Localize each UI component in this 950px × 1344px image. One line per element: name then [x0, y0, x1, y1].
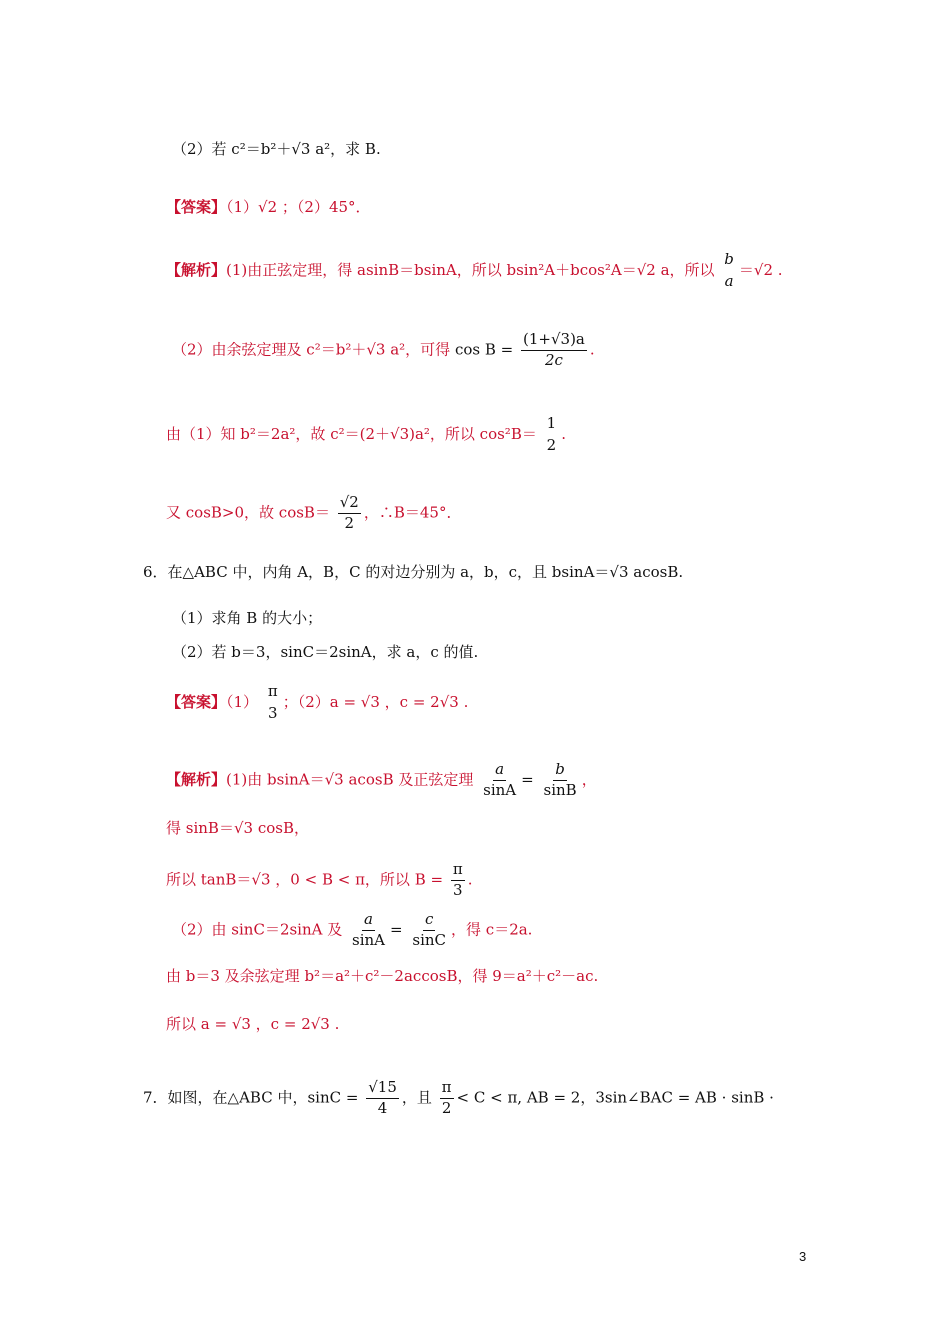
- fraction-numerator: π: [267, 682, 278, 700]
- fraction-one-half: [545, 416, 559, 454]
- fraction-numerator: (1+√3)a: [521, 332, 587, 351]
- fraction-numerator: π: [440, 1080, 454, 1099]
- fraction-a-over-sinA-2: [350, 912, 387, 949]
- answer-5: [166, 200, 371, 215]
- question-7: [143, 1080, 774, 1117]
- fraction-denominator: sinB: [543, 780, 577, 799]
- page-number: 3: [799, 1249, 807, 1264]
- solution-5-1a: (1)由正弦定理，得 asinB＝bsinA，所以 bsin²A＋bcos²A＝√2 a，所以: [226, 260, 715, 279]
- solution-6-4a: （2）由 sinC＝2sinA 及: [172, 920, 343, 939]
- question-7-c: < C < π, AB = 2，3sin∠BAC = AB · sinB ·: [456, 1088, 774, 1107]
- solution-6-3b: .: [467, 870, 473, 889]
- equals-sign: =: [390, 920, 403, 939]
- solution-6-line1: [166, 762, 597, 799]
- fraction-denominator: a: [724, 271, 734, 290]
- solution-6-3a: 所以 tanB＝√3 ，0 < B < π，所以 B =: [166, 870, 444, 889]
- fraction-denominator: 3: [453, 880, 463, 899]
- solution-5-2a: （2）由余弦定理及 c²＝b²＋√3 a²，可得: [172, 340, 451, 359]
- fraction-denominator: sinA: [483, 780, 517, 799]
- solution-5-line4: [166, 495, 461, 532]
- fraction-numerator: 1: [546, 414, 557, 432]
- fraction-root15-over-4: [366, 1080, 399, 1117]
- cos-b-label: cos B =: [454, 340, 514, 359]
- solution-6-line5: 由 b＝3 及余弦定理 b²＝a²＋c²－2accosB，得 9＝a²＋c²－ac.: [166, 967, 599, 985]
- answer-6: [166, 684, 468, 722]
- solution-6-line3: [166, 862, 472, 899]
- fraction-numerator: √2: [338, 495, 361, 514]
- fraction-numerator: c: [423, 912, 435, 931]
- fraction-numerator: b: [724, 250, 734, 268]
- answer-label: 【答案】: [166, 198, 227, 216]
- fraction-pi-over-2: [440, 1080, 454, 1117]
- fraction-a-over-sinA: [481, 762, 518, 799]
- fraction-denominator: 4: [377, 1098, 388, 1117]
- fraction-numerator: a: [493, 762, 506, 781]
- solution-label: 【解析】: [166, 260, 227, 279]
- fraction-numerator: π: [451, 862, 465, 881]
- fraction-denominator: 2: [441, 1098, 452, 1117]
- fraction-c-over-sinC: [410, 912, 448, 949]
- fraction-numerator: b: [553, 762, 567, 781]
- equals-sign: =: [521, 770, 534, 789]
- solution-5-line1: [166, 252, 783, 290]
- question-6-part1: （1）求角 B 的大小；: [172, 609, 323, 627]
- solution-5-4b: ，∴B＝45°．: [363, 503, 462, 522]
- fraction-denominator: 3: [268, 703, 278, 722]
- question-7-a: 7．如图，在△ABC 中，sinC =: [143, 1088, 359, 1107]
- answer-label: 【答案】: [166, 692, 227, 711]
- fraction-root2-over-2: [338, 495, 361, 532]
- solution-5-1b: ＝√2 .: [738, 260, 783, 279]
- fraction-denominator: 2c: [544, 350, 563, 369]
- fraction-cos-b: [521, 332, 587, 369]
- fraction-numerator: a: [362, 912, 375, 931]
- fraction-numerator: √15: [366, 1080, 399, 1099]
- solution-6-1a: (1)由 bsinA＝√3 acosB 及正弦定理: [226, 770, 474, 789]
- fraction-denominator: 2: [344, 513, 355, 532]
- solution-label: 【解析】: [166, 770, 227, 789]
- solution-6-4b: ，得 c＝2a.: [451, 920, 533, 939]
- solution-6-line4: [172, 912, 532, 949]
- fraction-denominator: sinA: [352, 930, 386, 949]
- question-7-b: ，且: [401, 1088, 432, 1107]
- answer-6-b: ；（2）a = √3 ，c = 2√3 .: [282, 692, 469, 711]
- solution-6-line2: 得 sinB＝√3 cosB，: [166, 819, 309, 837]
- question-6: 6．在△ABC 中，内角 A，B，C 的对边分别为 a，b，c，且 bsinA＝√3 acosB.: [143, 563, 684, 581]
- solution-6-line6: 所以 a = √3 ，c = 2√3 .: [166, 1015, 340, 1033]
- fraction-b-over-sinB: [542, 762, 579, 799]
- solution-6-1b: ，: [581, 770, 597, 789]
- q5-part2: （2）若 c²＝b²＋√3 a²，求 B.: [172, 140, 381, 158]
- solution-5-2b: .: [589, 340, 595, 359]
- fraction-denominator: 2: [546, 435, 557, 454]
- solution-5-3b: .: [561, 424, 566, 443]
- fraction-b-over-a: [722, 252, 736, 290]
- fraction-pi-over-3-b: [451, 862, 465, 899]
- question-6-part2: （2）若 b＝3，sinC＝2sinA，求 a，c 的值.: [172, 643, 479, 661]
- fraction-pi-over-3: [266, 684, 280, 722]
- solution-5-line3: [166, 416, 566, 454]
- fraction-denominator: sinC: [412, 930, 447, 949]
- solution-5-line2: [172, 332, 595, 369]
- solution-5-3a: 由（1）知 b²＝2a²，故 c²＝(2＋√3)a²，所以 cos²B＝: [166, 424, 537, 443]
- answer-6-a: （1）: [226, 692, 259, 711]
- answer-5-text: （1）√2 ；（2）45°．: [226, 198, 371, 216]
- solution-5-4a: 又 cosB>0，故 cosB＝: [166, 503, 330, 522]
